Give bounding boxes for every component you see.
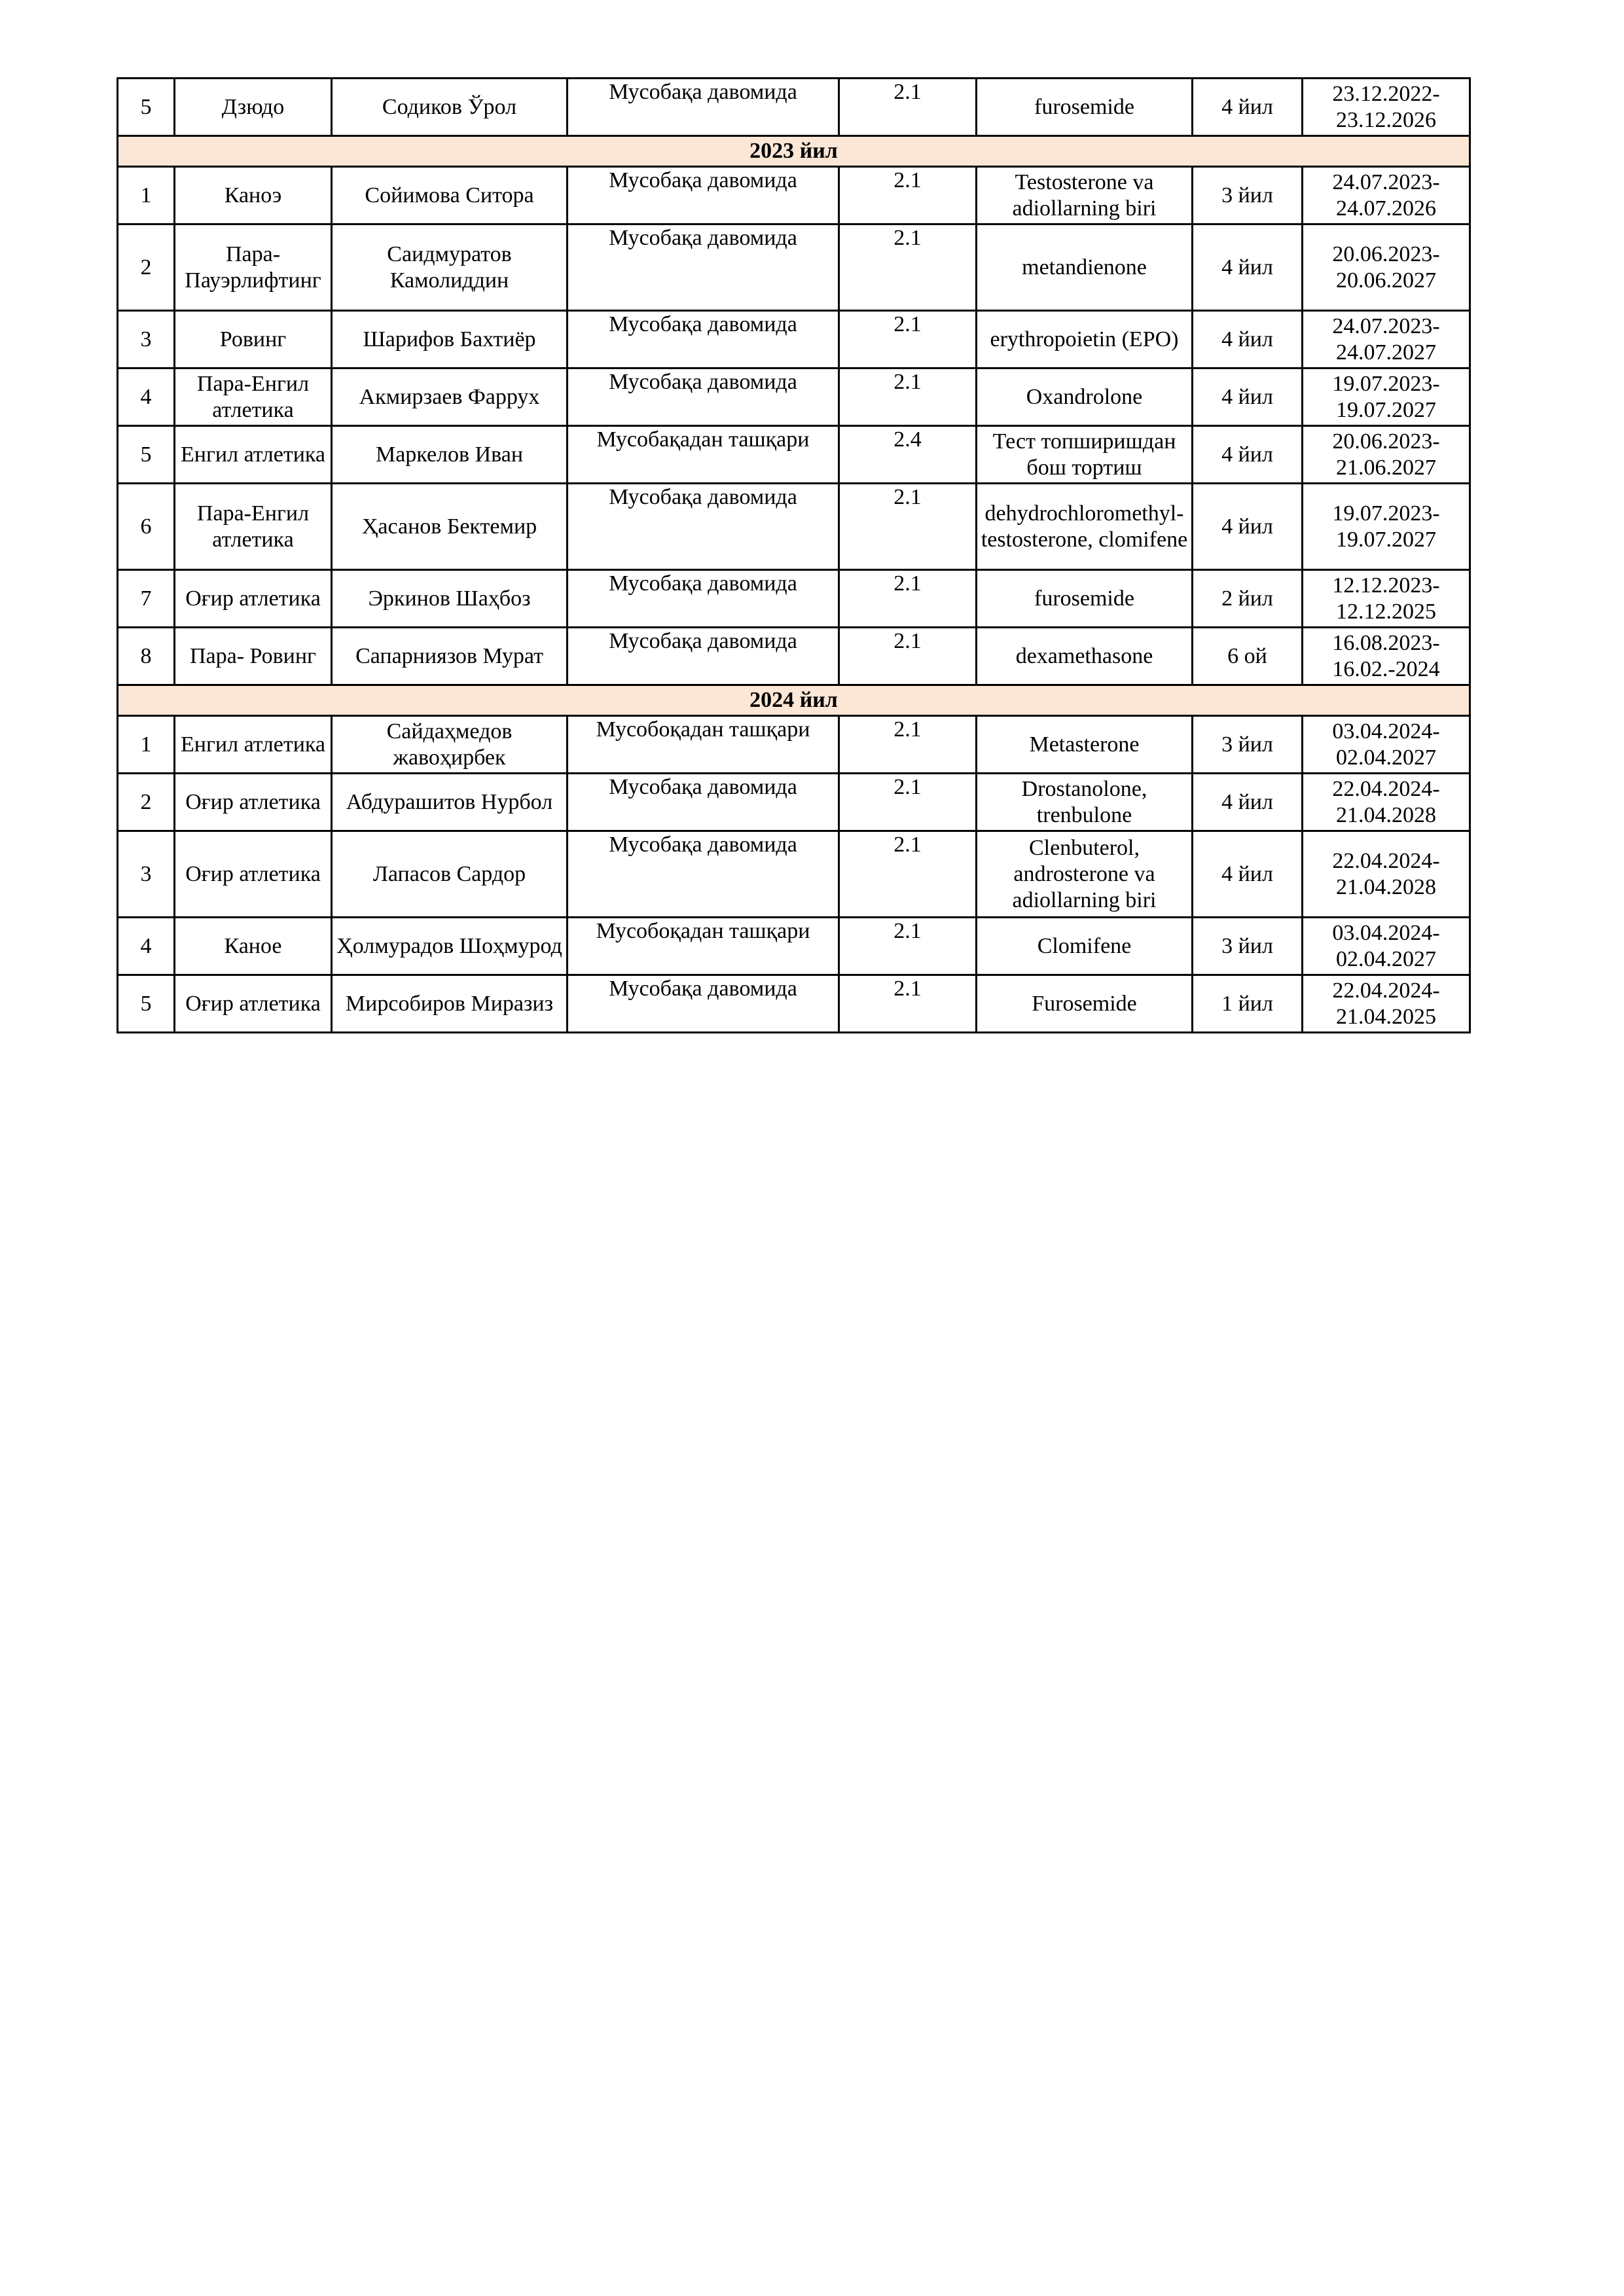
table-row (118, 311, 1470, 368)
test-type: Мусобақа давомида (568, 311, 839, 368)
substance-cell: dexamethasone (977, 628, 1193, 685)
sanction-term: 4 йил (1193, 831, 1303, 918)
sanction-period: 22.04.2024-21.04.2028 (1303, 831, 1470, 918)
sport-cell: Пара-Енгил атлетика (175, 484, 332, 570)
rule-article: 2.1 (839, 484, 977, 570)
sanction-period: 24.07.2023-24.07.2027 (1303, 311, 1470, 368)
sanction-term: 4 йил (1193, 484, 1303, 570)
rule-article: 2.1 (839, 570, 977, 628)
table-row (118, 975, 1470, 1033)
table-row (118, 167, 1470, 224)
sanction-term: 3 йил (1193, 716, 1303, 774)
athlete-name: Абдурашитов Нурбол (332, 774, 568, 831)
table-row (118, 426, 1470, 484)
sanction-period: 12.12.2023-12.12.2025 (1303, 570, 1470, 628)
sanction-period: 19.07.2023-19.07.2027 (1303, 484, 1470, 570)
substance-cell: erythropoietin (EPO) (977, 311, 1193, 368)
sanction-period: 16.08.2023-16.02.-2024 (1303, 628, 1470, 685)
rule-article: 2.1 (839, 774, 977, 831)
sport-cell: Оғир атлетика (175, 831, 332, 918)
substance-cell: Oxandrolone (977, 368, 1193, 426)
rule-article: 2.1 (839, 975, 977, 1033)
rule-article: 2.1 (839, 628, 977, 685)
test-type: Мусобақа давомида (568, 831, 839, 918)
sport-cell: Каное (175, 918, 332, 975)
row-number: 5 (118, 79, 175, 136)
sanction-term: 3 йил (1193, 167, 1303, 224)
sanction-period: 22.04.2024-21.04.2025 (1303, 975, 1470, 1033)
row-number: 8 (118, 628, 175, 685)
sport-cell: Каноэ (175, 167, 332, 224)
test-type: Мусобақа давомида (568, 167, 839, 224)
doping-violations-table (117, 77, 1471, 1033)
year-section-header (118, 136, 1470, 167)
year-section-header (118, 685, 1470, 716)
row-number: 4 (118, 918, 175, 975)
athlete-name: Маркелов Иван (332, 426, 568, 484)
row-number: 1 (118, 716, 175, 774)
sanction-period: 19.07.2023-19.07.2027 (1303, 368, 1470, 426)
sport-cell: Пара-Енгил атлетика (175, 368, 332, 426)
athlete-name: Ҳолмурадов Шоҳмурод (332, 918, 568, 975)
test-type: Мусобоқадан ташқари (568, 918, 839, 975)
row-number: 6 (118, 484, 175, 570)
test-type: Мусобоқадан ташқари (568, 716, 839, 774)
test-type: Мусобақа давомида (568, 79, 839, 136)
table-row (118, 484, 1470, 570)
row-number: 5 (118, 975, 175, 1033)
rule-article: 2.1 (839, 311, 977, 368)
table-body (118, 79, 1470, 1033)
sanction-period: 03.04.2024-02.04.2027 (1303, 918, 1470, 975)
rule-article: 2.1 (839, 79, 977, 136)
athlete-name: Содиков Ўрол (332, 79, 568, 136)
sport-cell: Оғир атлетика (175, 975, 332, 1033)
athlete-name: Ҳасанов Бектемир (332, 484, 568, 570)
sanction-term: 3 йил (1193, 918, 1303, 975)
rule-article: 2.1 (839, 368, 977, 426)
sanction-period: 24.07.2023-24.07.2026 (1303, 167, 1470, 224)
row-number: 3 (118, 831, 175, 918)
sanction-term: 4 йил (1193, 79, 1303, 136)
table-row (118, 628, 1470, 685)
test-type: Мусобақа давомида (568, 224, 839, 311)
athlete-name: Саидмуратов Камолиддин (332, 224, 568, 311)
athlete-name: Шарифов Бахтиёр (332, 311, 568, 368)
sanction-term: 2 йил (1193, 570, 1303, 628)
year-label: 2024 йил (118, 685, 1470, 716)
row-number: 2 (118, 774, 175, 831)
sport-cell: Ровинг (175, 311, 332, 368)
substance-cell: Metasterone (977, 716, 1193, 774)
sport-cell: Пара-Пауэрлифтинг (175, 224, 332, 311)
sanction-term: 4 йил (1193, 224, 1303, 311)
sport-cell: Оғир атлетика (175, 570, 332, 628)
rule-article: 2.1 (839, 716, 977, 774)
sport-cell: Пара- Ровинг (175, 628, 332, 685)
substance-cell: dehydrochloromethyl-testosterone, clomifene (977, 484, 1193, 570)
substance-cell: Furosemide (977, 975, 1193, 1033)
sanction-period: 23.12.2022-23.12.2026 (1303, 79, 1470, 136)
sport-cell: Оғир атлетика (175, 774, 332, 831)
test-type: Мусобақа давомида (568, 368, 839, 426)
table-row (118, 774, 1470, 831)
rule-article: 2.1 (839, 167, 977, 224)
substance-cell: Clomifene (977, 918, 1193, 975)
athlete-name: Лапасов Сардор (332, 831, 568, 918)
substance-cell: furosemide (977, 570, 1193, 628)
substance-cell: Drostanolone, trenbulone (977, 774, 1193, 831)
row-number: 1 (118, 167, 175, 224)
sanction-term: 1 йил (1193, 975, 1303, 1033)
sanction-period: 03.04.2024-02.04.2027 (1303, 716, 1470, 774)
sport-cell: Дзюдо (175, 79, 332, 136)
athlete-name: Акмирзаев Фаррух (332, 368, 568, 426)
table-row (118, 224, 1470, 311)
sport-cell: Енгил атлетика (175, 426, 332, 484)
table-row (118, 570, 1470, 628)
substance-cell: Тест топширишдан бош тортиш (977, 426, 1193, 484)
row-number: 5 (118, 426, 175, 484)
sanction-term: 4 йил (1193, 426, 1303, 484)
athlete-name: Сапарниязов Мурат (332, 628, 568, 685)
substance-cell: Clenbuterol, androsterone va adiollarning biri (977, 831, 1193, 918)
athlete-name: Мирсобиров Миразиз (332, 975, 568, 1033)
table-row (118, 716, 1470, 774)
sanction-term: 4 йил (1193, 774, 1303, 831)
sanction-term: 6 ой (1193, 628, 1303, 685)
sport-cell: Енгил атлетика (175, 716, 332, 774)
substance-cell: furosemide (977, 79, 1193, 136)
row-number: 7 (118, 570, 175, 628)
substance-cell: metandienone (977, 224, 1193, 311)
sanction-term: 4 йил (1193, 311, 1303, 368)
rule-article: 2.1 (839, 831, 977, 918)
table-row (118, 918, 1470, 975)
row-number: 4 (118, 368, 175, 426)
sanction-period: 20.06.2023-21.06.2027 (1303, 426, 1470, 484)
sanction-period: 20.06.2023-20.06.2027 (1303, 224, 1470, 311)
test-type: Мусобақа давомида (568, 628, 839, 685)
athlete-name: Сайдаҳмедов жавоҳирбек (332, 716, 568, 774)
sanction-term: 4 йил (1193, 368, 1303, 426)
table-row (118, 831, 1470, 918)
substance-cell: Testosterone va adiollarning biri (977, 167, 1193, 224)
test-type: Мусобақа давомида (568, 484, 839, 570)
athlete-name: Эркинов Шаҳбоз (332, 570, 568, 628)
athlete-name: Сойимова Ситора (332, 167, 568, 224)
year-label: 2023 йил (118, 136, 1470, 167)
test-type: Мусобақадан ташқари (568, 426, 839, 484)
rule-article: 2.4 (839, 426, 977, 484)
sanction-period: 22.04.2024-21.04.2028 (1303, 774, 1470, 831)
test-type: Мусобақа давомида (568, 774, 839, 831)
test-type: Мусобақа давомида (568, 975, 839, 1033)
rule-article: 2.1 (839, 918, 977, 975)
table-row (118, 368, 1470, 426)
table-row (118, 79, 1470, 136)
row-number: 2 (118, 224, 175, 311)
row-number: 3 (118, 311, 175, 368)
rule-article: 2.1 (839, 224, 977, 311)
test-type: Мусобақа давомида (568, 570, 839, 628)
